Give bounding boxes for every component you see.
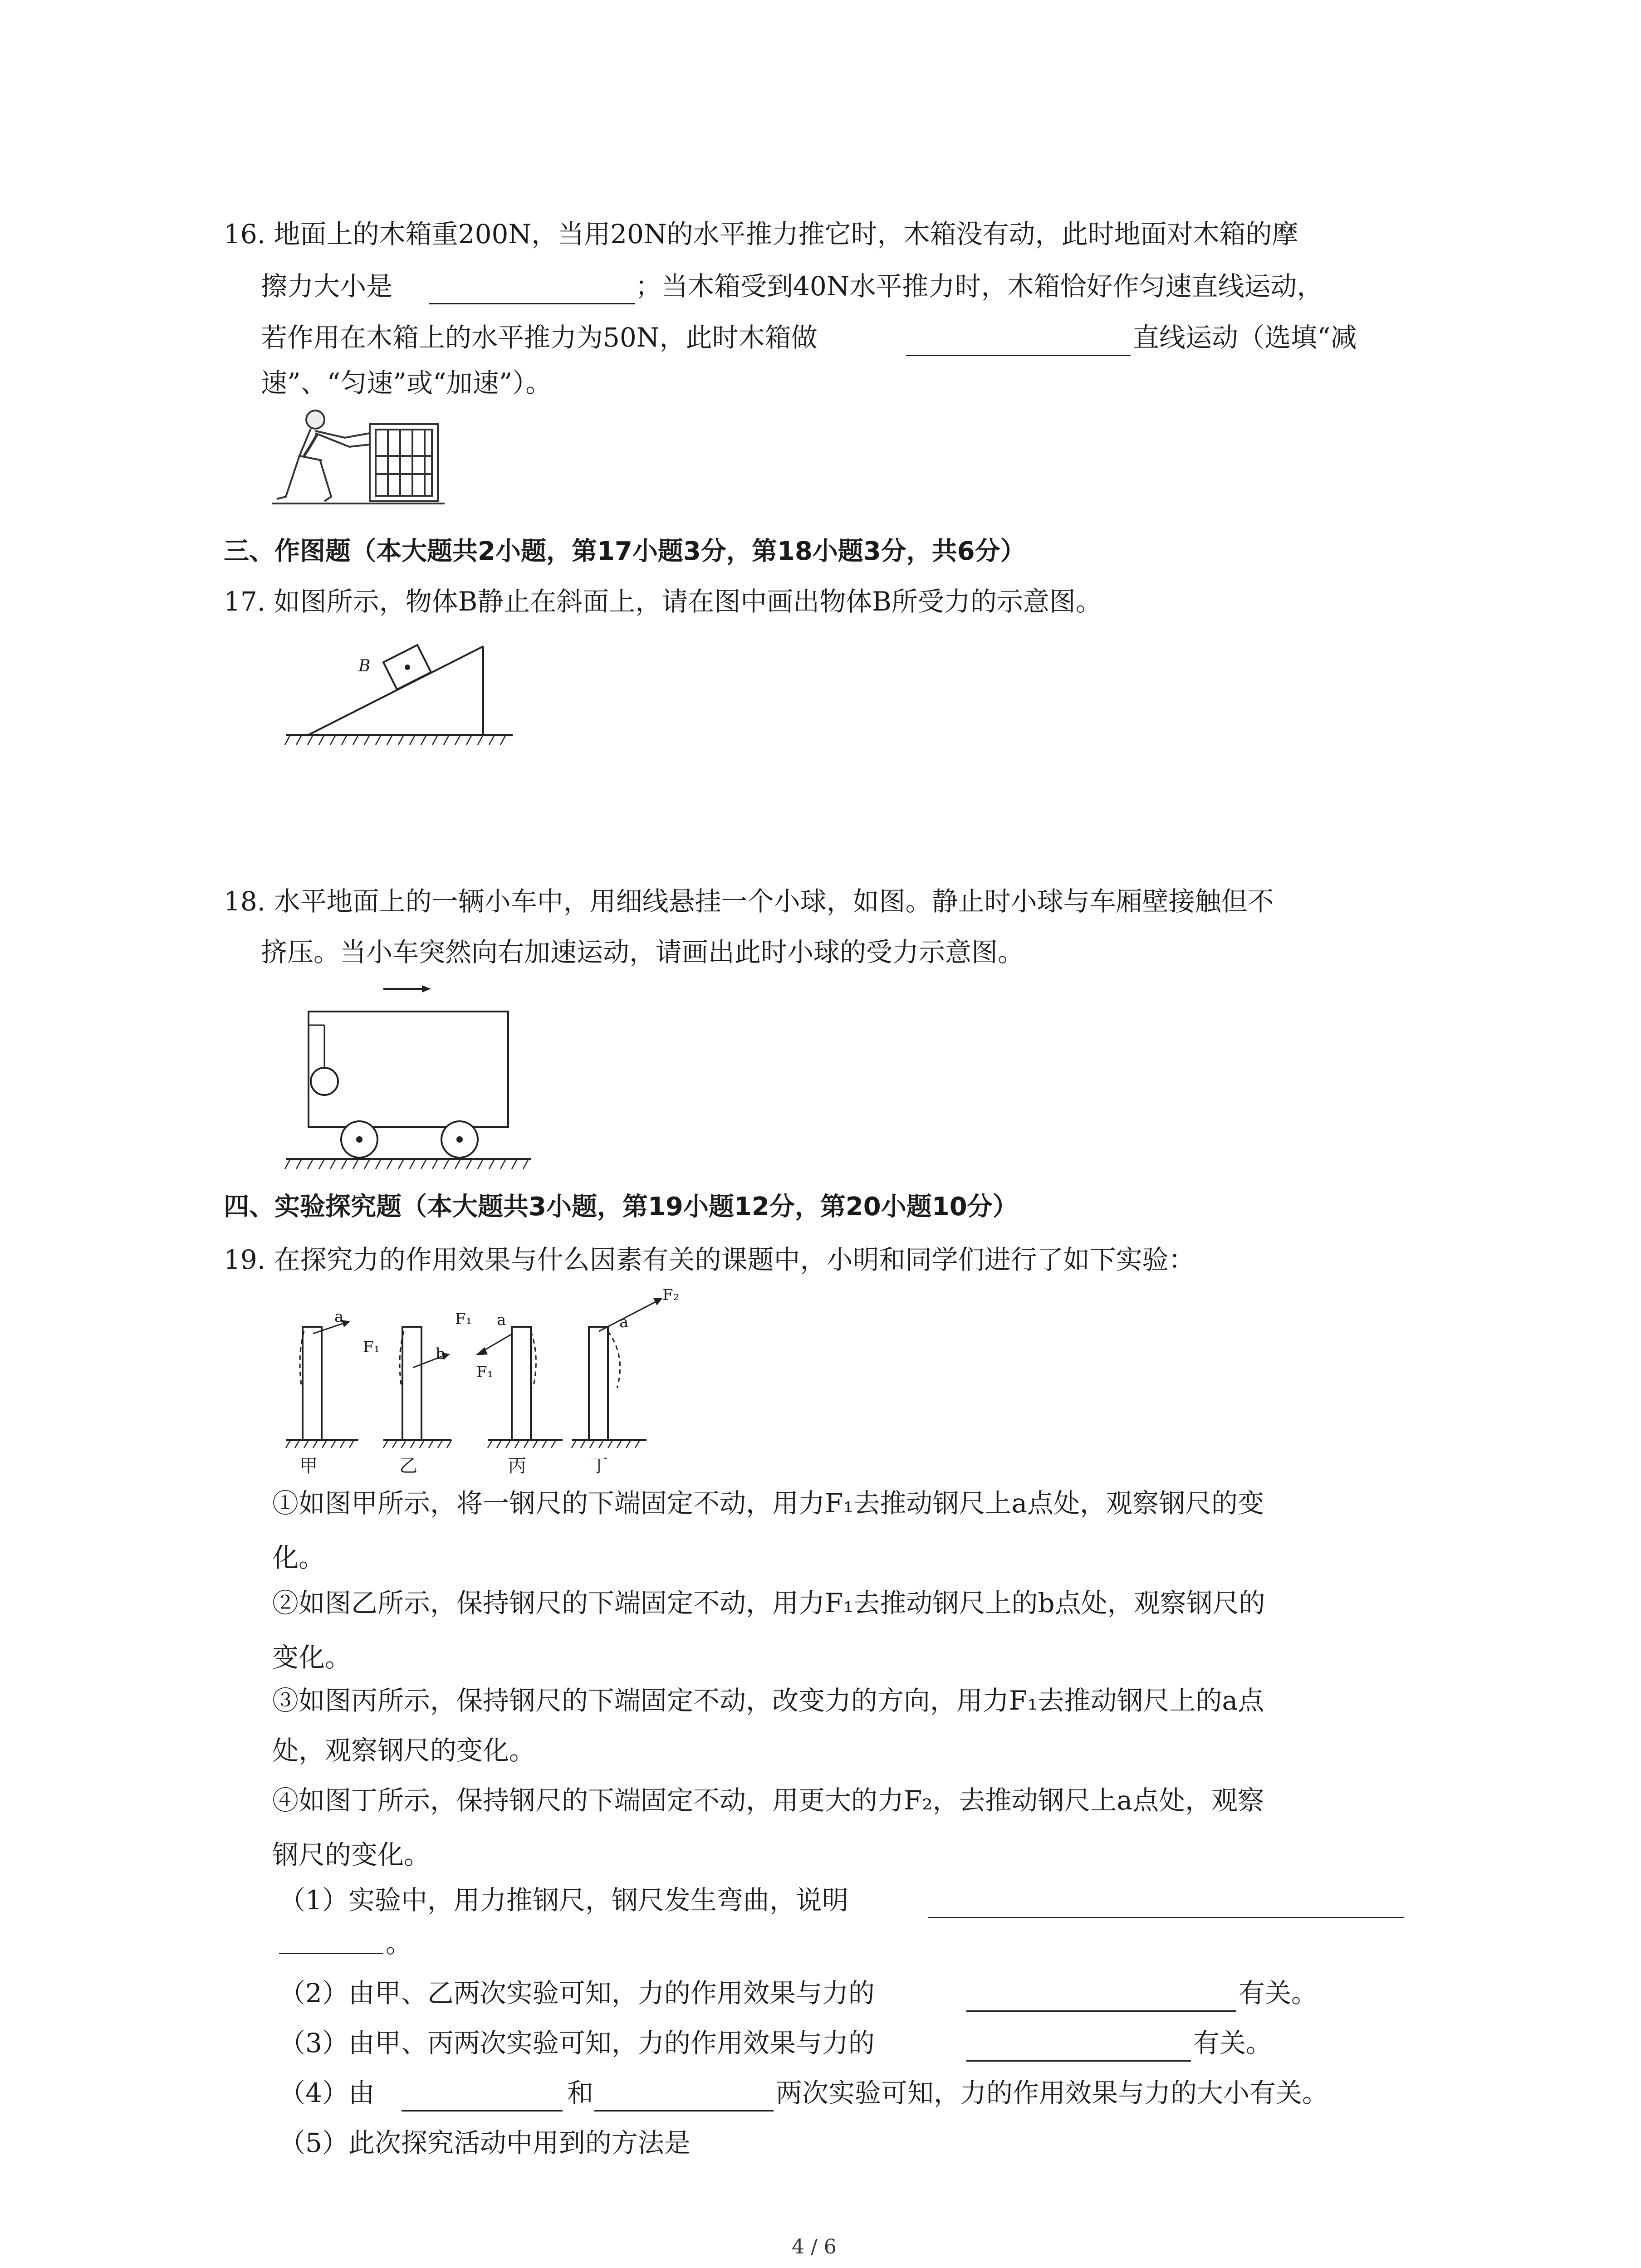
q19-part1-text: （1）实验中，用力推钢尺，钢尺发生弯曲，说明	[279, 1885, 848, 1916]
q19-step4-line1: ④如图丁所示，保持钢尺的下端固定不动，用更大的力F₂，去推动钢尺上a点处，观察	[272, 1785, 1264, 1816]
q19-part4-blank-b[interactable]	[594, 2110, 774, 2112]
q19-part4-start: （4）由	[279, 2077, 375, 2108]
q19-part4-end: 两次实验可知，力的作用效果与力的大小有关。	[776, 2077, 1329, 2108]
q19-part4-blank-a[interactable]	[402, 2110, 563, 2112]
q19-part2-end: 有关。	[1239, 1978, 1318, 2009]
q19-part1-end: 。	[386, 1928, 412, 1959]
q19-fig-label-bing: 丙	[508, 1456, 526, 1476]
q19-fig-label-ding: 丁	[590, 1456, 608, 1476]
q16-line2-end: ；当木箱受到40N水平推力时，木箱恰好作匀速直线运动，	[635, 271, 1323, 302]
q19-part2-blank[interactable]	[966, 2010, 1236, 2012]
q16-line1: 16. 地面上的木箱重200N，当用20N的水平推力推它时，木箱没有动，此时地面对木箱的摩	[224, 219, 1298, 249]
q16-line4: 速”、“匀速”或“加速”）。	[261, 367, 552, 398]
q19-mark-f1-bing: F₁	[476, 1363, 494, 1381]
q19-part3-text: （3）由甲、丙两次实验可知，力的作用效果与力的	[279, 2028, 875, 2058]
q19-mark-a-jia: a	[334, 1308, 344, 1326]
q16-blank-1[interactable]	[429, 303, 635, 304]
section3-heading: 三、作图题（本大题共2小题，第17小题3分，第18小题3分，共6分）	[224, 537, 1026, 566]
q16-line2-start: 擦力大小是	[261, 271, 393, 302]
q19-fig-label-jia: 甲	[299, 1456, 318, 1476]
q19-part2-text: （2）由甲、乙两次实验可知，力的作用效果与力的	[279, 1978, 875, 2009]
q19-mark-a-bing: a	[497, 1311, 506, 1329]
q18-line2: 挤压。当小车突然向右加速运动，请画出此时小球的受力示意图。	[261, 937, 1024, 968]
q19-part3-end: 有关。	[1193, 2028, 1273, 2058]
q18-line1: 18. 水平地面上的一辆小车中，用细线悬挂一个小球，如图。静止时小球与车厢壁接触但不	[224, 886, 1274, 917]
q19-intro: 19. 在探究力的作用效果与什么因素有关的课题中，小明和同学们进行了如下实验：	[224, 1244, 1195, 1275]
q17-text: 17. 如图所示，物体B静止在斜面上，请在图中画出物体B所受力的示意图。	[224, 586, 1102, 617]
q17-figure-incline	[281, 621, 517, 758]
q19-step1-line1: ①如图甲所示，将一钢尺的下端固定不动，用力F₁去推动钢尺上a点处，观察钢尺的变	[272, 1488, 1264, 1519]
q19-mark-b-yi: b	[436, 1345, 446, 1363]
q19-part5-text: （5）此次探究活动中用到的方法是	[279, 2127, 691, 2158]
q18-figure-cart	[281, 980, 535, 1175]
q19-step4-line2: 钢尺的变化。	[272, 1839, 431, 1870]
q19-mark-f2-ding: F₂	[662, 1286, 680, 1304]
q19-part1-blank-b[interactable]	[279, 1953, 383, 1954]
q19-mark-f1-jia: F₁	[363, 1338, 380, 1356]
q19-step3-line1: ③如图丙所示，保持钢尺的下端固定不动，改变力的方向，用力F₁去推动钢尺上的a点	[272, 1685, 1264, 1716]
q19-part3-blank[interactable]	[966, 2060, 1191, 2062]
q16-blank-2[interactable]	[906, 355, 1131, 356]
q16-line3-start: 若作用在木箱上的水平推力为50N，此时木箱做	[261, 322, 818, 353]
q19-step2-line2: 变化。	[272, 1642, 352, 1673]
q19-step3-line2: 处，观察钢尺的变化。	[272, 1735, 536, 1766]
q19-step2-line1: ②如图乙所示，保持钢尺的下端固定不动，用力F₁去推动钢尺上的b点处，观察钢尺的	[272, 1588, 1265, 1618]
q19-mark-a-ding: a	[619, 1313, 629, 1331]
q17-label-b: B	[358, 657, 371, 675]
page-number: 4 / 6	[792, 2235, 837, 2258]
q19-part4-and: 和	[567, 2077, 594, 2108]
section4-heading: 四、实验探究题（本大题共3小题，第19小题12分，第20小题10分）	[224, 1192, 1018, 1222]
q19-fig-label-yi: 乙	[399, 1456, 417, 1476]
q16-figure-person-pushing-box	[272, 406, 445, 506]
q19-part1-blank-a[interactable]	[928, 1917, 1404, 1918]
q16-line3-end: 直线运动（选填“减	[1133, 322, 1357, 353]
q19-mark-f1-yi: F₁	[455, 1310, 472, 1328]
q19-step1-line2: 化。	[272, 1542, 325, 1573]
